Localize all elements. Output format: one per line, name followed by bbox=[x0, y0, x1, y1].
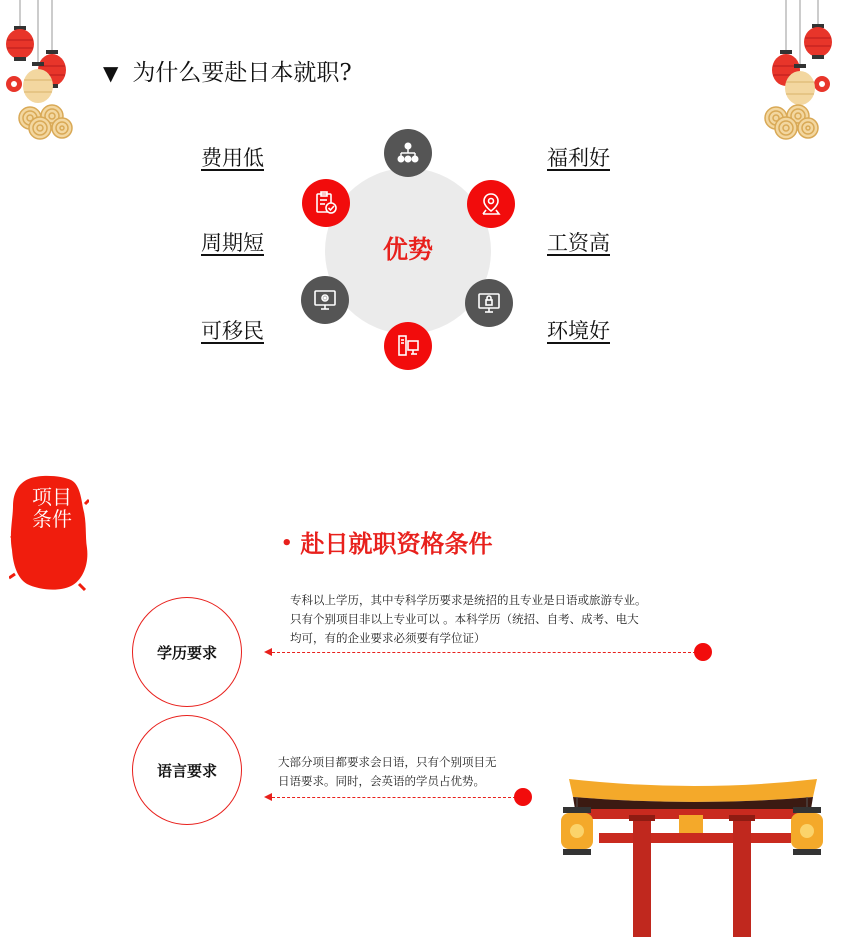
torii-gate-illustration bbox=[555, 775, 835, 937]
education-text-line: 专科以上学历，其中专科学历要求是统招的且专业是日语或旅游专业。 bbox=[290, 593, 647, 607]
node-location bbox=[467, 180, 515, 228]
education-requirement-circle bbox=[132, 597, 242, 707]
language-text-line: 日语要求。同时，会英语的学员占优势。 bbox=[278, 774, 485, 788]
node-monitor-lock bbox=[465, 279, 513, 327]
badge-text: 项目条件 bbox=[32, 485, 72, 531]
heading-text: 为什么要赴日本就职? bbox=[132, 60, 352, 86]
connector-dot-1 bbox=[694, 643, 712, 661]
advantage-label-welfare: 福利好 bbox=[547, 146, 610, 170]
node-network bbox=[384, 129, 432, 177]
lantern-decoration-left bbox=[0, 0, 80, 142]
arrowhead-left-1 bbox=[264, 648, 272, 656]
connector-line-1 bbox=[272, 652, 696, 653]
advantage-label-environment: 环境好 bbox=[547, 319, 610, 343]
connector-dot-2 bbox=[514, 788, 532, 806]
monitor-gear-icon bbox=[312, 287, 338, 313]
title-bullet: • bbox=[281, 533, 293, 554]
education-requirement-text bbox=[290, 591, 690, 648]
qualification-title-text: 赴日就职资格条件 bbox=[300, 530, 493, 558]
language-text-line: 大部分项目都要求会日语，只有个别项目无 bbox=[278, 755, 497, 769]
lantern-decoration-right bbox=[760, 0, 840, 142]
clipboard-check-icon bbox=[313, 190, 339, 216]
education-requirement-label: 学历要求 bbox=[156, 643, 217, 662]
qualification-title bbox=[281, 527, 493, 561]
advantage-label-immigration: 可移民 bbox=[201, 319, 264, 343]
language-requirement-text bbox=[278, 753, 538, 791]
language-requirement-circle bbox=[132, 715, 242, 825]
location-pin-icon bbox=[478, 191, 504, 217]
network-icon bbox=[395, 140, 421, 166]
advantage-label-salary: 工资高 bbox=[547, 231, 610, 255]
education-text-line: 只有个别项目非以上专业可以 。本科学历（统招、自考、成考、电大 bbox=[290, 612, 639, 626]
monitor-lock-icon bbox=[476, 290, 502, 316]
node-monitor-gear bbox=[301, 276, 349, 324]
advantage-label-low-cost: 费用低 bbox=[201, 146, 264, 170]
education-text-line: 均可，有的企业要求必须要有学位证） bbox=[290, 631, 486, 645]
node-computer bbox=[384, 322, 432, 370]
node-clipboard bbox=[302, 179, 350, 227]
connector-line-2 bbox=[272, 797, 516, 798]
computer-tower-icon bbox=[395, 333, 421, 359]
center-label: 优势 bbox=[382, 235, 433, 264]
arrowhead-left-2 bbox=[264, 793, 272, 801]
language-requirement-label: 语言要求 bbox=[156, 761, 217, 780]
advantage-label-short-cycle: 周期短 bbox=[201, 231, 264, 255]
triangle-marker: ▼ bbox=[103, 61, 119, 85]
section-heading bbox=[103, 56, 352, 90]
